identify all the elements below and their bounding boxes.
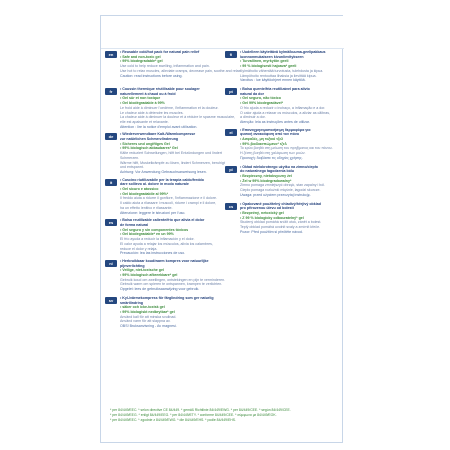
language-badge: de [105, 133, 117, 140]
text-line: Attenzione: leggere le istruzioni per l'uso. [120, 210, 186, 215]
text-line: • Bezpečný, netoxický gel [240, 211, 284, 216]
text-line: • säker och icke-toxisk gel [120, 305, 165, 310]
text-line: de forma natural [120, 222, 149, 227]
text-line: Use cold to help reduce swelling, inflammation and pain. [120, 64, 210, 69]
language-section-cs [225, 202, 343, 236]
text-line: • 99 % biologisesti hajoava* geeli [240, 64, 297, 69]
language-badge: es [105, 219, 117, 226]
text-line: • Safe and non-toxic gel [120, 54, 161, 59]
text-line: • Cuscino riutilizzabile per la terapia caldo/freddo [120, 177, 204, 182]
text-line: a diminuir a dor. [240, 115, 266, 120]
language-section-pl [225, 165, 343, 199]
language-badge: fr [105, 88, 117, 95]
section-text [120, 87, 236, 129]
text-line: reduce el dolor y relaja. [120, 246, 158, 251]
section-text [120, 132, 223, 174]
text-line: und entspannt. [120, 165, 144, 170]
language-badge: fi [225, 51, 237, 58]
text-line: do naturalnego łagodzenia bólu [240, 169, 295, 174]
language-section-pt [225, 87, 343, 125]
language-badge: cs [225, 203, 237, 210]
text-line: smärtlindring [120, 300, 143, 305]
section-text [120, 50, 242, 78]
footer-notes [110, 408, 335, 423]
section-text [120, 296, 223, 329]
text-line: Προσοχή: διαβάστε τις οδηγίες χρήσης. [240, 155, 303, 160]
text-line: • 99% βιοδιασπώμενο* τζελ [240, 141, 287, 146]
text-line: dare sollievo al. dolore in modo naturale [120, 182, 189, 187]
text-line: • Gel biodegradable* en un 99% [120, 232, 174, 237]
section-text [120, 178, 223, 216]
section-text [240, 128, 343, 161]
text-line: • Żel w 99% biodegradowalny* [240, 178, 292, 183]
text-line: Varoitus : lue käyttöohjeet ennen käyttöä. [240, 78, 306, 83]
text-line: • Ασφαλές, μη τοξικό τζελ [240, 137, 284, 142]
text-line: • Bolsa reutilizable caliente/frío que alivia el dolor [120, 218, 205, 223]
text-line: • Reusable cold/hot pack for natural pain relief [120, 50, 200, 54]
text-line: Wärme hilft, Muskelkrämpfe zu lösen, lindert Schmerzen, beruhigt [120, 160, 225, 165]
text-line: Pozor: Před použitím si přečtěte návod. [240, 229, 303, 234]
section-text [240, 50, 343, 83]
text-line: zur natürlichen Schmerzlinderung [120, 137, 179, 142]
text-line: • Gel seguro y sin componentes tóxicos [120, 227, 189, 232]
language-badge: sv [105, 297, 117, 304]
text-line: El calor ayuda a relajar los músculos, alivia los calambres, [120, 241, 213, 246]
language-badge: it [105, 179, 117, 186]
text-line: Le froid aide à diminuer l'oedème, l'inflammation et la douleur. [120, 105, 219, 110]
language-badge: en [105, 51, 117, 58]
text-line: Kylmähoito vähentää turvotusta, tulehdusta ja kipua. [240, 68, 324, 73]
text-line: luonnonmukaiseen kivunlievitykseen [240, 54, 304, 59]
language-section-es [105, 218, 223, 256]
text-line: • Gel seguro, não tóxico [240, 96, 281, 101]
text-line: Använd varm för att slappna av. [120, 319, 171, 324]
text-line: • Okład wielokrotnego użytku na zimno/ciepło [240, 164, 318, 169]
text-line: • Gel sicuro e atossico [120, 187, 159, 192]
text-line: Gebruik koud om zwellingen, ontstekingen en pijn te verminderen. [120, 277, 226, 282]
text-line: Zimno pomaga zmniejszyć obrzęk, stan zapalny i ból. [240, 183, 326, 188]
label-header-band [101, 16, 344, 49]
text-line: Use hot to relax muscles, alleviate cramps, decrease pain, soothe and relax. [120, 68, 242, 73]
text-line: O frio ajuda a reduzir o inchaço, a inflamação e a dor. [240, 105, 326, 110]
text-line: Studený obklad pomáhá snížit otok, zánět a bolest. [240, 220, 322, 225]
language-section-fi [225, 50, 343, 84]
text-line: • Opakovaně použitelný chladivý/hřejivý obklad [240, 201, 321, 206]
text-line: Uwaga: przed użyciem przeczytaj instrukcję. [240, 192, 311, 197]
text-line: naturellement à chaud ou à froid [120, 91, 176, 96]
text-line: Η ζέστη βοηθά στη χαλάρωση των μυών. [240, 151, 306, 156]
text-line: • Gel biodégradable à 99% [120, 101, 165, 106]
text-line: • Coussin thermique réutilisable pour soulager [120, 87, 200, 91]
section-text [240, 87, 343, 125]
text-line: Gebruik warm om spieren te ontspannen, krampen te verlichten. [120, 282, 223, 287]
language-badge: el [225, 129, 237, 136]
text-line: Il caldo aiuta a rilassare i muscoli, ridurre i crampi e il dolore, [120, 201, 217, 206]
text-line: Schmerzen. [120, 155, 140, 160]
right-column [225, 50, 343, 239]
text-line: OBS! Bruksanvisning - Av magnesi. [120, 324, 177, 329]
text-line: Kälte reduziert Schwellungen, hilft bei Entzündungen und lindert [120, 151, 222, 156]
text-line: • 99% biodegradable* gel [120, 59, 163, 64]
text-line: Le chaleur aide à détendre les muscles. [120, 110, 184, 115]
text-line: Använd kall för att minska svullnad. [120, 314, 177, 319]
text-line: Το κρύο βοηθά στη μείωση του πρηξίματος και του πόνου. [240, 146, 333, 151]
text-line: φυσική ανακούφιση από τον πόνο [240, 132, 300, 137]
text-line: • Gel sûr et non toxique [120, 96, 161, 101]
text-line: Caution: read instructions before using. [120, 73, 183, 78]
text-line: Attention : lire la notice d'emploi avant utilisation. [120, 124, 198, 129]
text-line: Ciepło pomaga rozluźnić mięśnie, łagodzi skurcze. [240, 188, 321, 193]
language-badge: pl [225, 166, 237, 173]
text-line: elle est apaisante et relaxante. [120, 119, 169, 124]
text-line: • 99% biologiskt nedbrytbar* gel [120, 310, 175, 315]
text-line: La chaleur aide à diminuer la douleur et à réduire le spasme musculaire, [120, 115, 236, 120]
text-line: Atenção: leia as instruções antes de utilizar. [240, 119, 310, 124]
text-line: • Wiederverwendbare Kalt-/Warmkompresse [120, 132, 196, 137]
text-line: O calor ajuda a relaxar os músculos, a aliviar as cãibras, [240, 110, 331, 115]
text-line: natural da dor [240, 91, 264, 96]
text-line: ha un effetto lenitivo e rilassante. [120, 205, 173, 210]
footnote-line: * per 84/449/EEG. * enligt 84/449/EEG. * per 84/449/ETY. * conforme 84/449/CEE. * σύμφωνα με 84/449/ΕΟΚ. [110, 413, 277, 417]
language-section-it [105, 178, 223, 216]
text-line: Precaución: lea las instrucciones de uso. [120, 251, 186, 256]
text-line: Lämpöhoito rentouttaa lihaksia ja lievittää kipua. [240, 73, 317, 78]
text-line: • 99% biologisch afbreekbare* gel [120, 273, 178, 278]
language-section-sv [105, 296, 223, 330]
text-line: Il freddo aiuta a ridurre il gonfiore, l'infiammazione e il dolore. [120, 196, 217, 201]
text-line: • Gel 99% biodegradável* [240, 101, 284, 106]
section-text [240, 165, 343, 198]
product-label-card [100, 15, 343, 443]
text-line: • 99% biologisch abbaubares* Gel [120, 146, 178, 151]
text-line: • Uudelleen käytettävä kylmä/kuuma-geelipakkaus [240, 50, 326, 54]
text-line: Teplý obklad pomáhá uvolnit svaly a zmírnit křeče. [240, 225, 321, 230]
footnote-line: * per 84/449/EEC. * zgodnie z 84/449/EWG. * dle 84/449/EHS. * podle 84/449/EHS. [110, 418, 236, 422]
section-text [120, 218, 223, 256]
text-line: • Herbruikbaar koud/warm kompres voor natuurlijke [120, 258, 209, 263]
text-line: • Z 99 % biologicky odbouratelný* gel [240, 215, 304, 220]
text-line: pijnverlichting [120, 263, 145, 268]
footnote-line: * per 84/449/EEC. * selon directive CE 84/449. * gemäß Richtlinie 84/449/EWG. * per 84/449/CEE. * según 84/449/CEE. [110, 408, 291, 412]
text-line: • Gel biodegradabile al 99%* [120, 191, 169, 196]
language-section-de [105, 132, 223, 174]
section-text [240, 202, 343, 235]
language-section-en [105, 50, 242, 84]
text-line: • Sicheres und ungiftiges Gel [120, 141, 170, 146]
language-section-fr [105, 87, 236, 129]
text-line: Achtung: Vor Anwendung Gebrauchsanweisung lesen. [120, 169, 207, 174]
section-text [120, 258, 226, 292]
language-section-nl [105, 258, 226, 293]
language-badge: pt [225, 88, 237, 95]
text-line: • Kyl-/värmekompress för färglindring som ger naturlig [120, 295, 214, 300]
language-section-el [225, 128, 343, 162]
text-line: • Bezpieczny, nietoksyczny żel [240, 174, 292, 179]
text-line: El frío ayuda a reducir la inflamación y el dolor. [120, 237, 195, 242]
text-line: • Turvallinen, myrkytön geeli [240, 59, 289, 64]
language-badge: nl [105, 260, 117, 267]
text-line: • Επαναχρησιμοποιήσιμη θερμοφόρα για [240, 127, 311, 132]
text-line: • Bolsa quente/fria reutilizável para alívio [240, 87, 310, 91]
text-line: pro přirozenou úlevu od bolesti [240, 206, 294, 211]
text-line: Opgelet: lees de gebruiksaanwijzing voor gebruik. [120, 287, 200, 292]
text-line: • Veilige, niet-toxische gel [120, 268, 164, 273]
